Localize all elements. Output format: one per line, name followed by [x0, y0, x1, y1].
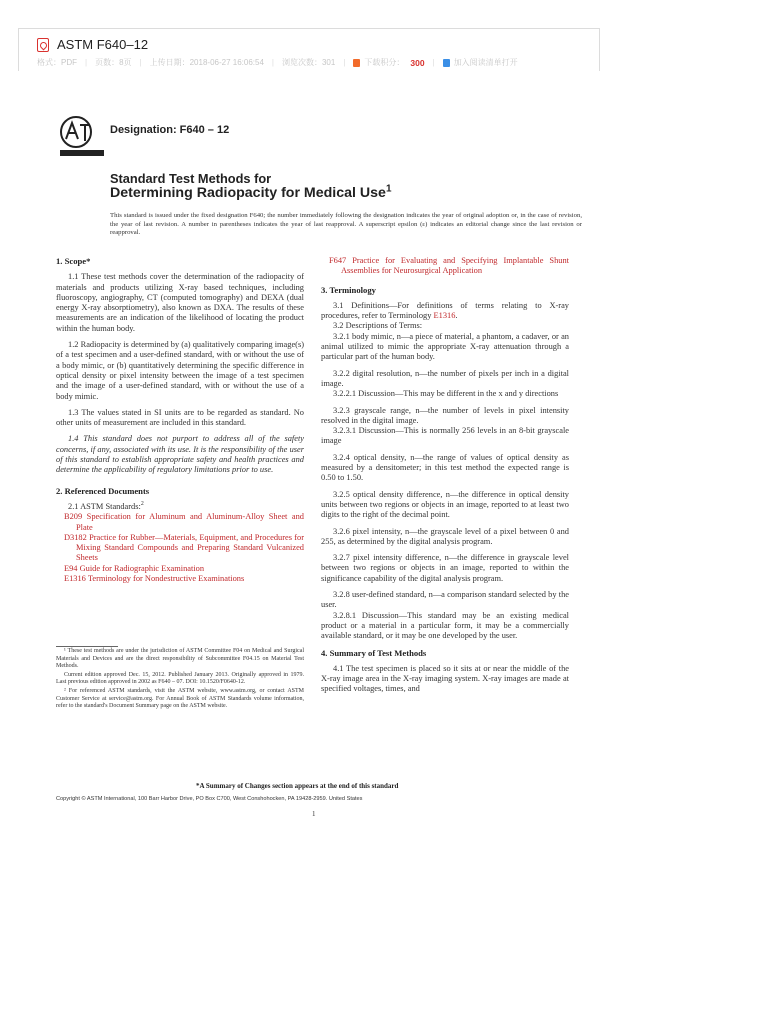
document-header-card	[18, 28, 600, 71]
ref-link-e1316-terminology[interactable]: E1316	[433, 311, 456, 321]
section-heading-terminology: 3. Terminology	[321, 284, 376, 295]
paragraph-3-2-6: 3.2.6 pixel intensity, n—the grayscale level of a pixel between 0 and 255, as determined by the digital analysis program.	[321, 526, 569, 546]
ref-item	[56, 533, 304, 564]
section-heading-referenced-documents: 2. Referenced Documents	[56, 485, 150, 496]
ref-link-e1316[interactable]: E1316	[64, 574, 86, 584]
doc-title-row[interactable]	[37, 37, 148, 52]
ref-title[interactable]: Specification for Aluminum and Aluminum-Alloy Sheet and Plate	[76, 512, 304, 532]
paragraph-1-2: 1.2 Radiopacity is determined by (a) qualitatively comparing image(s) of a test specimen and a user-defined standard, with or without the use of a body mimic, or (b) quantitatively determining the specific difference in optical density or pixel intensity between the image of a test specimen and the image of a user-defined standard, with or without the use of a body mimic.	[56, 340, 304, 401]
ref-title[interactable]: Guide for Radiographic Examination	[77, 563, 205, 573]
paragraph-3-1	[321, 301, 569, 322]
summary-of-changes-note: *A Summary of Changes section appears at the end of this standard	[196, 782, 399, 790]
standard-title	[110, 171, 391, 201]
download-icon	[353, 59, 360, 67]
add-reading-list-label[interactable]: 加入阅读清单打开	[453, 58, 518, 67]
paragraph-3-2-2-1: 3.2.2.1 Discussion—This may be different in the x and y directions	[333, 389, 559, 399]
footnote-divider	[56, 646, 118, 647]
paragraph-3-1-text: 3.1 Definitions—For definitions of terms relating to X-ray procedures, refer to Terminology	[321, 300, 569, 321]
paragraph-3-2: 3.2 Descriptions of Terms:	[333, 321, 423, 331]
designation: Designation: F640 – 12	[110, 124, 230, 136]
ref-link-d3182[interactable]: D3182	[64, 532, 87, 542]
paragraph-2-1-text: 2.1 ASTM Standards:	[68, 501, 141, 511]
paragraph-1-3: 1.3 The values stated in SI units are to be regarded as standard. No other units of measurement are included in this standard.	[56, 407, 304, 428]
paragraph-3-1-end: .	[455, 311, 458, 321]
footnote-1: ¹ These test methods are under the jurisdiction of ASTM Committee F04 on Medical and Surgical Materials and Devices and are the direct responsibility of Subcommittee F04.15 on Material Test Methods.	[56, 648, 304, 670]
title-line-2-text: Determining Radiopacity for Medical Use	[110, 185, 386, 201]
ref-link-e94[interactable]: E94	[64, 563, 78, 573]
ref-item	[56, 564, 304, 574]
paragraph-3-2-4: 3.2.4 optical density, n—the range of values of optical density as measured by a densitometer; in this test method the expected range is 0.50 to 1.50.	[321, 452, 569, 483]
meta-downloads-value: 300	[410, 57, 425, 68]
page-number: 1	[312, 810, 316, 818]
reading-list-icon	[443, 59, 450, 67]
ref-title[interactable]: Practice for Evaluating and Specifying Implantable Shunt Assemblies for Neurosurgical Application	[341, 256, 569, 276]
paragraph-3-2-5: 3.2.5 optical density difference, n—the difference in optical density units between two regions or objects in an image, reported to at least two digits to the right of the decimal point.	[321, 489, 569, 520]
meta-format: 格式：PDF	[37, 58, 77, 67]
meta-separator: |	[343, 58, 346, 67]
meta-downloads	[353, 57, 424, 68]
ref-title[interactable]: Terminology for Nondestructive Examinations	[85, 574, 245, 584]
astm-logo-icon	[56, 114, 108, 160]
meta-separator: |	[271, 58, 274, 67]
copyright-line: Copyright © ASTM International, 100 Barr Harbor Drive, PO Box C700, West Conshohocken, PA 19428-2959. United States	[56, 796, 363, 802]
pdf-icon	[37, 38, 49, 52]
ref-link-b209[interactable]: B209	[64, 512, 83, 522]
paragraph-3-2-1: 3.2.1 body mimic, n—a piece of material, a phantom, a cadaver, or an animal utilized to mimic the appropriate X-ray attenuation through a particular part of the human body.	[321, 331, 569, 362]
meta-separator: |	[432, 58, 435, 67]
meta-upload-date: 上传日期：2018-06-27 16:06:54	[149, 58, 264, 67]
meta-separator: |	[139, 58, 142, 67]
left-column	[56, 256, 304, 584]
ref-title[interactable]: Practice for Rubber—Materials, Equipment, and Procedures for Mixing Standard Compounds and Preparing Standard Vulcanized Sheets	[76, 532, 304, 563]
title-line-2	[110, 183, 392, 201]
section-heading-summary: 4. Summary of Test Methods	[321, 647, 427, 658]
title-line-1: Standard Test Methods for	[110, 171, 272, 186]
title-footnote-ref: 1	[385, 183, 392, 195]
add-reading-list-button[interactable]	[443, 57, 518, 68]
ref-item	[56, 574, 304, 584]
paragraph-3-2-8: 3.2.8 user-defined standard, n—a comparison standard selected by the user.	[321, 590, 569, 610]
paragraph-4-1: 4.1 The test specimen is placed so it sits at or near the middle of the X-ray image area in the X-ray imaging system. X-ray images are made at specified voltages, times, and	[321, 663, 569, 694]
footnote-2: ² For referenced ASTM standards, visit the ASTM website, www.astm.org, or contact ASTM Customer Service at service@astm.org. For Annual Book of ASTM Standards volume information, refer to the standard's Document Summary page on the ASTM website.	[56, 687, 304, 710]
paragraph-1-1: 1.1 These test methods cover the determination of the radiopacity of materials and products utilizing X-ray based techniques, including fluoroscopy, angiography, CT (computed tomography) and DEXA (dual energy X-ray absorptiometry), also known as DXA. The results of these measurements are an indication of the likelihood of locating the product within the human body.	[56, 272, 304, 333]
paragraph-3-2-7: 3.2.7 pixel intensity difference, n—the difference in grayscale level between two regions or objects in an image, reported to within the significance capability of the digital analysis program.	[321, 553, 569, 583]
paragraph-3-2-2: 3.2.2 digital resolution, n—the number of pixels per inch in a digital image.	[321, 368, 569, 388]
footnote-1-dates: Current edition approved Dec. 15, 2012. Published January 2013. Originally approved in 1979. Last previous edition approved in 2002 as F640 – 07. DOI: 10.1520/F0640-12.	[56, 671, 304, 686]
meta-downloads-label: 下载积分：	[364, 58, 405, 67]
ref-item	[321, 256, 569, 277]
paragraph-3-2-3-1: 3.2.3.1 Discussion—This is normally 256 levels in an 8-bit grayscale image	[321, 426, 569, 446]
doc-meta-row	[37, 57, 518, 68]
paragraph-1-4: 1.4 This standard does not purport to address all of the safety concerns, if any, associated with its use. It is the responsibility of the user of this standard to establish appropriate safety and health practices and determine the applicability of regulatory limitations prior to use.	[56, 434, 304, 475]
paragraph-3-2-8-1: 3.2.8.1 Discussion—This standard may be an existing medical product or a material in a particular form, it may be a commercially available standard, or it may be one developed by the user.	[321, 610, 569, 641]
ref-item	[56, 512, 304, 533]
meta-pages: 页数：8页	[95, 58, 132, 67]
paragraph-2-1-footnote-ref: 2	[140, 501, 144, 508]
section-heading-scope: 1. Scope*	[56, 256, 91, 266]
footnotes	[56, 648, 304, 712]
doc-title[interactable]: ASTM F640–12	[57, 37, 149, 52]
paragraph-3-2-3: 3.2.3 grayscale range, n—the number of levels in pixel intensity resolved in the digital image.	[321, 405, 569, 425]
meta-views: 浏览次数：301	[281, 58, 336, 67]
designation-notice: This standard is issued under the fixed designation F640; the number immediately following the designation indicates the year of original adoption or, in the case of revision, the year of last revision. A number in parentheses indicates the year of last reapproval. A superscript epsilon (ε) indicates an editorial change since the last revision or reapproval.	[110, 212, 582, 237]
paragraph-2-1	[56, 502, 304, 512]
right-column	[321, 256, 569, 701]
meta-separator: |	[85, 58, 88, 67]
ref-link-f647[interactable]: F647	[329, 256, 347, 265]
